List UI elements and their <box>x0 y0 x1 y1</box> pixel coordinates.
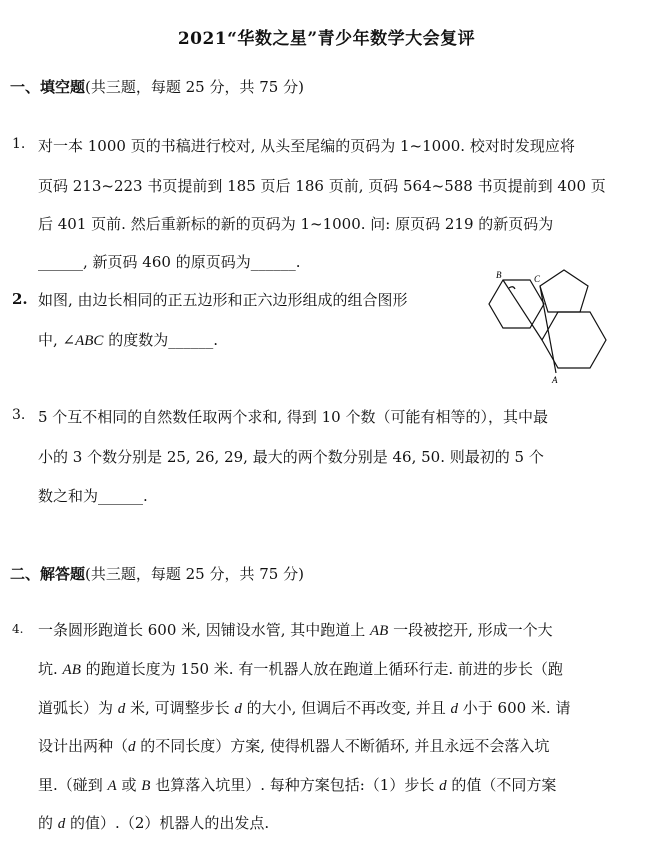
section-2-heading: 二、解答题 <box>10 565 86 583</box>
q4-var-d-4: d <box>128 739 136 755</box>
q4-number: 4. <box>12 622 24 636</box>
q2-number: 2. <box>12 290 28 308</box>
page-title: 2021“华数之星”青少年数学大会复评 <box>177 29 476 49</box>
q4-var-a: A <box>107 778 117 794</box>
q4-line-1 <box>38 619 553 640</box>
q3-number: 3. <box>12 407 26 423</box>
q2-angle-var: ABC <box>75 333 104 349</box>
q1-number: 1. <box>12 136 26 152</box>
q4-var-d-2: d <box>234 701 242 717</box>
q4-l5-b: 或 <box>116 776 142 794</box>
q2-line-1: 如图, 由边长相同的正五边形和正六边形组成的组合图形 <box>38 291 408 309</box>
q4-var-d-5: d <box>439 778 447 794</box>
q4-l5-d: 的值（不同方案 <box>446 776 557 794</box>
q4-line-2 <box>38 658 563 679</box>
q4-var-ab: AB <box>370 623 389 639</box>
q4-l5-a: 里.（碰到 <box>38 776 108 794</box>
q1-line-3: 后 401 页前. 然后重新标的新的页码为 1~1000. 问: 原页码 219 的新页码为 <box>38 215 554 233</box>
section-2-note: (共三题，每题 25 分，共 75 分) <box>85 565 304 583</box>
q4-l4-b: 的不同长度）方案, 使得机器人不断循环, 并且永远不会落入坑 <box>135 737 550 755</box>
pentagon-hexagon-figure <box>484 268 614 386</box>
q4-l1-a: 一条圆形跑道长 600 米, 因铺设水管, 其中跑道上 <box>38 621 371 639</box>
q4-l6-a: 的 <box>38 814 58 832</box>
q4-line-5 <box>38 774 556 795</box>
q3-line-1: 5 个互不相同的自然数任取两个求和, 得到 10 个数（可能有相等的），其中最 <box>38 408 548 426</box>
left-hexagon <box>489 280 544 328</box>
label-a: A <box>552 375 558 385</box>
segment-c <box>540 286 556 373</box>
right-hexagon <box>542 312 606 368</box>
q4-l3-b: 米, 可调整步长 <box>125 699 235 717</box>
q3-line-2: 小的 3 个数分别是 25, 26, 29, 最大的两个数分别是 46, 50. 则最初的 5 个 <box>38 448 544 466</box>
q4-l6-b: 的值）.（2）机器人的出发点. <box>65 814 270 832</box>
q3-line-3: 数之和为______. <box>38 487 148 505</box>
label-b: B <box>496 270 502 280</box>
q4-l5-c: 也算落入坑里）. 每种方案包括:（1）步长 <box>150 776 440 794</box>
q4-l3-a: 道弧长）为 <box>38 699 118 717</box>
q2-line-2 <box>38 329 218 350</box>
q1-line-2: 页码 213~223 书页提前到 185 页后 186 页前, 页码 564~588 书页提前到 400 页 <box>38 177 606 195</box>
q4-var-ab-2: AB <box>62 662 81 678</box>
q4-line-4 <box>38 735 549 756</box>
q4-line-6 <box>38 812 269 833</box>
q4-l3-d: 小于 600 米. 请 <box>457 699 571 717</box>
q4-l2-a: 坑. <box>38 660 63 678</box>
q2-line-2-post: 的度数为______. <box>103 331 218 349</box>
q4-var-d-6: d <box>57 816 66 832</box>
q4-line-3 <box>38 697 570 718</box>
section-2-header <box>10 563 304 584</box>
q4-var-d: d <box>117 701 126 717</box>
section-1-note: (共三题，每题 25 分，共 75 分) <box>85 78 304 96</box>
section-1-heading: 一、填空题 <box>10 78 86 96</box>
label-c: C <box>534 274 541 284</box>
q4-l3-c: 的大小, 但调后不再改变, 并且 <box>241 699 451 717</box>
q1-line-1: 对一本 1000 页的书稿进行校对, 从头至尾编的页码为 1~1000. 校对时发现应将 <box>38 137 575 155</box>
q4-l1-b: 一段被挖开, 形成一个大 <box>388 621 553 639</box>
q4-l4-a: 设计出两种（ <box>38 737 129 755</box>
section-1-header <box>10 76 304 97</box>
q4-var-d-3: d <box>450 701 458 717</box>
pentagon <box>540 270 588 312</box>
segment-b <box>503 280 542 340</box>
q4-l2-b: 的跑道长度为 150 米. 有一机器人放在跑道上循环行走. 前进的步长（跑 <box>80 660 563 678</box>
q2-line-2-pre: 中, ∠ <box>38 331 76 349</box>
q4-var-b: B <box>141 778 151 794</box>
q1-line-4: ______, 新页码 460 的原页码为______. <box>38 253 301 271</box>
